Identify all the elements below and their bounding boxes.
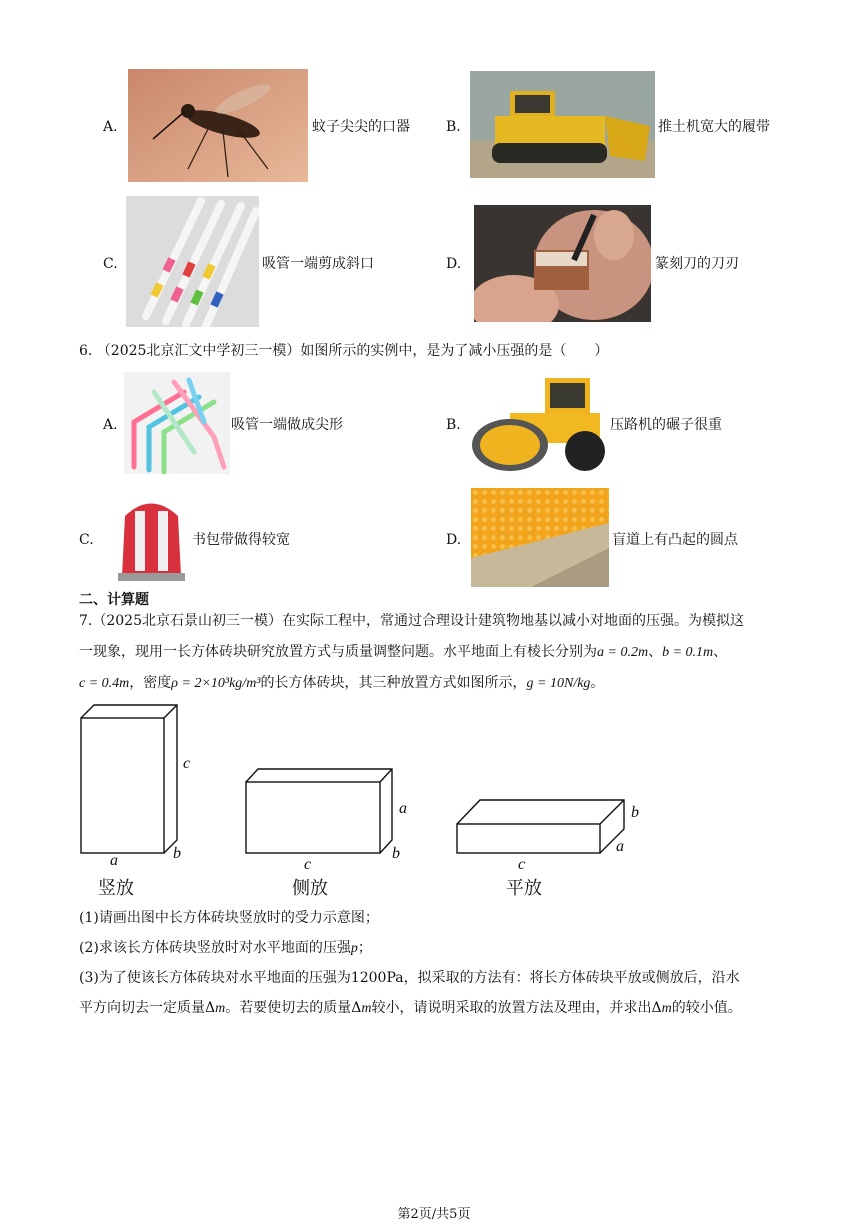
carving-knife-photo-icon xyxy=(474,205,651,322)
vertical-label-c: c xyxy=(183,755,191,772)
q6-option-c-text: 书包带做得较宽 xyxy=(192,532,290,548)
q7-line2 xyxy=(79,642,791,663)
q6-option-d-text: 盲道上有凸起的圆点 xyxy=(612,532,738,548)
q5-option-d-letter: D. xyxy=(446,256,462,272)
flat-label-a: a xyxy=(616,838,624,855)
bulldozer-photo-icon xyxy=(470,71,655,178)
q6-option-a-text: 吸管一端做成尖形 xyxy=(231,417,343,433)
q7-sub2-var: p xyxy=(350,941,358,956)
q6-option-b-letter: B. xyxy=(446,417,461,433)
q7-rho-value: ρ = 2×10³kg/m³ xyxy=(171,676,261,691)
q7-a-value: a = 0.2m xyxy=(597,645,649,660)
q7-density-label: ，密度 xyxy=(129,675,172,691)
q7-m-var-2: m xyxy=(361,1001,372,1016)
q7-sep-2: 、 xyxy=(713,644,728,660)
q6-option-c-letter: C. xyxy=(79,532,94,548)
q6-stem: 6. （2025北京汇文中学初三一模）如图所示的实例中，是为了减小压强的是（ ） xyxy=(79,343,609,359)
label-vertical: 竖放 xyxy=(98,878,134,899)
q7-line1: 7.（2025北京石景山初三一模）在实际工程中，常通过合理设计建筑物地基以减小对地面的压强。为模拟这 xyxy=(79,613,744,629)
q7-g-value: g = 10N/kg xyxy=(526,676,591,691)
side-label-b: b xyxy=(392,845,400,862)
flat-brick-top-side xyxy=(457,800,624,853)
side-label-c: c xyxy=(304,856,312,873)
side-brick-front xyxy=(246,782,380,853)
q5-option-d-text: 篆刻刀的刀刃 xyxy=(655,256,739,272)
q7-end-punct: 。 xyxy=(590,675,605,691)
vertical-brick-top-side xyxy=(81,705,177,853)
q7-sub2 xyxy=(79,938,791,959)
q5-option-c-text: 吸管一端剪成斜口 xyxy=(262,256,374,272)
q7-line2-text: 一现象，现用一长方体砖块研究放置方式与质量调整问题。水平地面上有棱长分别为 xyxy=(79,644,597,660)
side-label-a: a xyxy=(399,800,407,817)
q7-sub2-end: ； xyxy=(357,940,372,956)
brick-placement-figure xyxy=(75,700,655,900)
section-heading: 二、计算题 xyxy=(79,592,149,608)
q6-option-d-letter: D. xyxy=(446,532,462,548)
q6-option-b-text: 压路机的碾子很重 xyxy=(610,417,722,433)
q7-m-var-1: m xyxy=(215,1001,226,1016)
vertical-label-a: a xyxy=(110,852,118,869)
page-footer: 第2页/共5页 xyxy=(397,1207,471,1222)
q6-option-a-letter: A. xyxy=(103,417,118,433)
q7-sub2-text: (2)求该长方体砖块竖放时对水平地面的压强 xyxy=(79,940,351,956)
q7-sub3-line1: (3)为了使该长方体砖块对水平地面的压强为1200Pa，拟采取的方法有：将长方体砖块平放或侧放后，沿水 xyxy=(79,970,740,986)
q7-m-var-3: m xyxy=(661,1001,672,1016)
colored-straws-photo-icon xyxy=(124,372,230,474)
flat-brick-front xyxy=(457,824,600,853)
backpack-photo-icon xyxy=(113,491,190,585)
q7-sub3-text-d: 的较小值。 xyxy=(671,1000,742,1016)
q5-option-a-text: 蚊子尖尖的口器 xyxy=(312,119,410,135)
q7-c-value: c = 0.4m xyxy=(79,676,130,691)
q7-sub3-line2 xyxy=(79,998,791,1019)
straws-photo-icon xyxy=(126,196,259,327)
q7-line3-text: 的长方体砖块，其三种放置方式如图所示， xyxy=(260,675,527,691)
mosquito-photo-icon xyxy=(128,69,308,182)
vertical-label-b: b xyxy=(173,845,181,862)
label-flat: 平放 xyxy=(506,878,542,899)
tactile-paving-photo-icon xyxy=(471,488,609,587)
q7-sub3-text-c: 较小，请说明采取的放置方法及理由，并求出Δ xyxy=(371,1000,662,1016)
q7-sub3-text-a: 平方向切去一定质量Δ xyxy=(79,1000,216,1016)
q7-b-value: b = 0.1m xyxy=(662,645,714,660)
vertical-brick-front xyxy=(81,718,164,853)
flat-label-c: c xyxy=(518,856,526,873)
q7-line3 xyxy=(79,673,791,694)
flat-label-b: b xyxy=(631,804,639,821)
road-roller-photo-icon xyxy=(470,373,607,474)
q7-sep-1: 、 xyxy=(648,644,663,660)
q7-sub1: (1)请画出图中长方体砖块竖放时的受力示意图； xyxy=(79,910,379,926)
q5-option-a-letter: A. xyxy=(103,119,118,135)
q5-option-b-letter: B. xyxy=(446,119,461,135)
q7-sub3-text-b: 。若要使切去的质量Δ xyxy=(225,1000,362,1016)
q5-option-c-letter: C. xyxy=(103,256,118,272)
label-side: 侧放 xyxy=(292,878,328,899)
q5-option-b-text: 推土机宽大的履带 xyxy=(658,119,770,135)
